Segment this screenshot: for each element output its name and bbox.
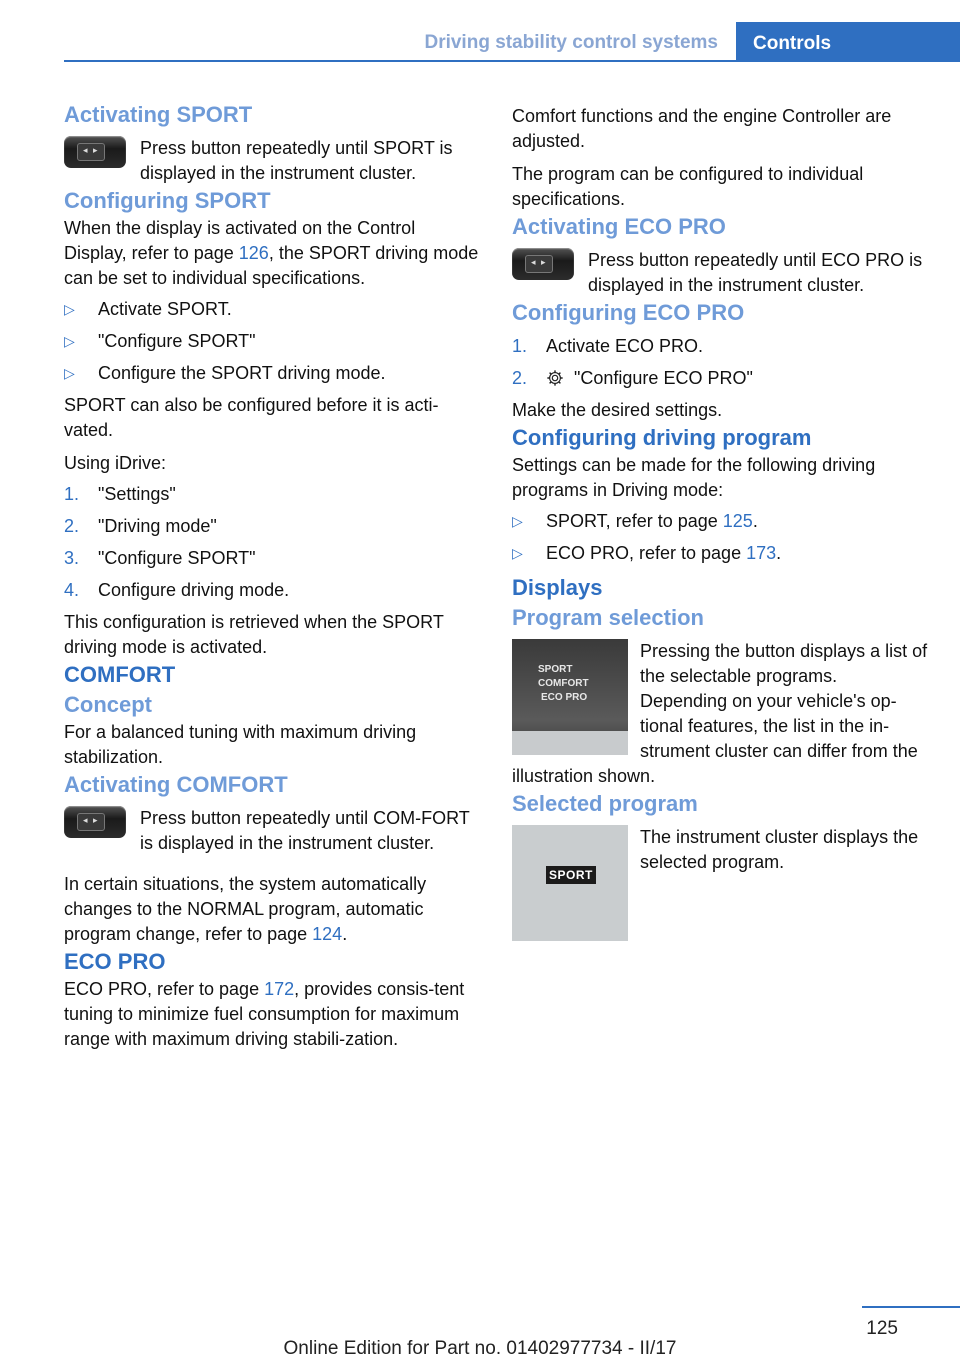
triangle-right-icon: ▷: [64, 365, 75, 381]
configuring-sport-heading: Configuring SPORT: [64, 188, 271, 213]
eco-button-illustration: ◂ ▸: [512, 248, 574, 280]
eco-pro-text: ECO PRO, refer to page 172, provides consis‐tent tuning to minimize fuel consumption for maximum range with maximum driving stabili‐zation.: [64, 979, 465, 1049]
page-link[interactable]: 126: [238, 243, 269, 263]
concept-heading: Concept: [64, 692, 152, 717]
page-link[interactable]: 173: [746, 543, 777, 563]
list-item: 1. "Settings": [64, 484, 176, 504]
comfort-heading: COMFORT: [64, 662, 176, 687]
selected-program-heading: Selected program: [512, 791, 698, 816]
program-list-item: ECO PRO: [541, 692, 588, 703]
program-list-item: SPORT: [538, 664, 573, 675]
auto-program-change-text: In certain situations, the system automatically changes to the NORMAL program, automatic program change, refer to page 124.: [64, 874, 427, 944]
page-link[interactable]: 125: [722, 511, 753, 531]
list-item: ▷ "Configure SPORT": [64, 329, 480, 354]
running-header-tab: [736, 22, 960, 62]
triangle-right-icon: ▷: [512, 545, 523, 561]
comfort-functions-text: Comfort functions and the engine Controller are adjusted.: [512, 106, 892, 151]
page-number: 125: [866, 1318, 898, 1339]
triangle-right-icon: ▷: [64, 333, 75, 349]
program-selection-heading: Program selection: [512, 605, 704, 630]
edition-footer: Online Edition for Part no. 01402977734 - II/17: [283, 1338, 677, 1359]
program-selection-illustration: [512, 639, 628, 755]
configuring-eco-pro-heading: Configuring ECO PRO: [512, 300, 745, 325]
list-item: 2. "Configure ECO PRO": [512, 368, 753, 388]
configuration-retrieved-text: This configuration is retrieved when the SPORT driving mode is activated.: [64, 612, 444, 657]
list-item: 1. Activate ECO PRO.: [512, 336, 704, 356]
list-item: 4. Configure driving mode.: [64, 580, 290, 600]
activating-eco-pro-heading: Activating ECO PRO: [512, 214, 726, 239]
activating-comfort-heading: Activating COMFORT: [64, 772, 288, 797]
concept-text: For a balanced tuning with maximum driving stabilization.: [64, 722, 417, 767]
program-bullets: [512, 509, 928, 566]
gear-icon: [546, 369, 564, 387]
activating-comfort-text: Press button repeatedly until COM‐FORT is displayed in the instrument cluster.: [140, 808, 470, 853]
header-rule: [64, 60, 960, 62]
sport-button-illustration: ◂ ▸: [64, 136, 126, 168]
program-selection-text: Pressing the button displays a list of the selectable programs. Depending on your vehicle's op‐tional features, the list in the in‐strument cluster can differ from the illustration shown.: [512, 641, 928, 786]
tab-label: Controls: [753, 33, 832, 54]
configuring-driving-program-heading: Configuring driving program: [512, 425, 812, 450]
eco-pro-steps: [512, 334, 928, 391]
running-header-section: Driving stability control systems: [424, 32, 718, 53]
list-item: ▷ ECO PRO, refer to page 173.: [512, 541, 928, 566]
configure-before-note: SPORT can also be configured before it is acti‐vated.: [64, 395, 439, 440]
page-link[interactable]: 124: [312, 924, 343, 944]
list-item: ▷ Activate SPORT.: [64, 297, 480, 322]
comfort-button-illustration: ◂ ▸: [64, 806, 126, 838]
activating-eco-pro-text: Press button repeatedly until ECO PRO is displayed in the instrument cluster.: [588, 250, 923, 295]
list-item: 3. "Configure SPORT": [64, 548, 256, 568]
page-number-rule: [862, 1306, 960, 1308]
program-list-item: COMFORT: [538, 678, 589, 689]
using-idrive: Using iDrive:: [64, 453, 167, 473]
list-item: ▷ SPORT, refer to page 125.: [512, 509, 928, 534]
triangle-right-icon: ▷: [64, 301, 75, 317]
activating-sport-heading: Activating SPORT: [64, 102, 253, 127]
configure-sport-bullets: [64, 297, 480, 386]
configuring-sport-intro: When the display is activated on the Control Display, refer to page 126, the SPORT driving mode can be set to individual specifications.: [64, 218, 479, 288]
displays-heading: Displays: [512, 575, 603, 600]
activating-sport-text: Press button repeatedly until SPORT is displayed in the instrument cluster.: [140, 138, 453, 183]
program-config-text: The program can be configured to individual specifications.: [512, 164, 864, 209]
selected-program-text: The instrument cluster displays the selected program.: [640, 827, 919, 872]
selected-program-badge: SPORT: [546, 866, 596, 884]
selected-program-illustration: [512, 825, 628, 941]
right-column: [512, 100, 928, 945]
triangle-right-icon: ▷: [512, 513, 523, 529]
idrive-steps: [64, 482, 480, 603]
page-link[interactable]: 172: [264, 979, 295, 999]
desired-settings-text: Make the desired settings.: [512, 400, 723, 420]
list-item: 2. "Driving mode": [64, 516, 217, 536]
left-column: [64, 100, 480, 1052]
list-item: ▷ Configure the SPORT driving mode.: [64, 361, 480, 386]
eco-pro-heading: ECO PRO: [64, 949, 166, 974]
configuring-program-text: Settings can be made for the following driving programs in Driving mode:: [512, 455, 876, 500]
